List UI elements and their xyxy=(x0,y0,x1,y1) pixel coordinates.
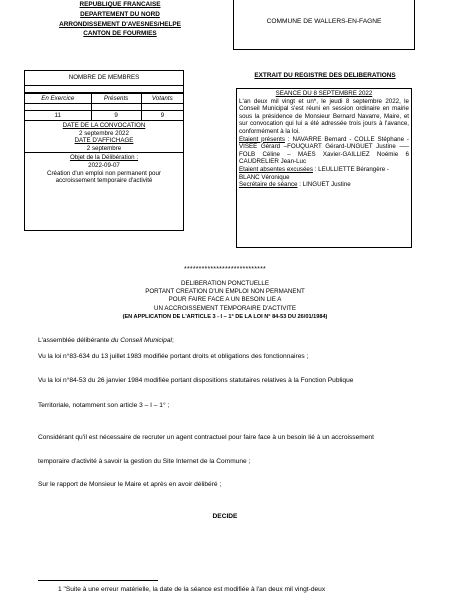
header-republique: REPUBLIQUE FRANCAISE xyxy=(79,1,161,8)
stars-separator: **************************** xyxy=(184,266,266,273)
seance-box xyxy=(236,88,412,248)
deliberation-line-2: PORTANT CREATION D'UN EMPLOI NON PERMANENT xyxy=(145,288,305,296)
members-table xyxy=(25,93,183,121)
deliberation-line-4: UN ACCROISSEMENT TEMPORAIRE D'ACTIVITE xyxy=(154,304,296,312)
seance-text: L'an deux mil vingt et un*, le jeudi 8 septembre 2022, le Conseil Municipal s'est réuni en session ordinaire en mairie sous la présidence de Monsieur Bernard Navarre, Maire, et sur convocation qui lui a été adressée trois jours à l'avance, conformément à la loi. xyxy=(239,97,409,135)
body-p5: Sur le rapport de Monsieur le Maire et après en avoir délibéré ; xyxy=(38,481,222,488)
affichage-date: 2 septembre xyxy=(86,144,122,152)
body-p4-line2: temporaire d'activité à savoir la gestion du Site Internet de la Commune ; xyxy=(38,458,251,465)
convocation-label: DATE DE LA CONVOCATION xyxy=(62,122,146,129)
header-departement: DEPARTEMENT DU NORD xyxy=(80,10,160,18)
members-title: NOMBRE DE MEMBRES xyxy=(25,71,183,86)
presents-label: Etaient présents xyxy=(239,135,285,143)
seance-title: SEANCE DU 8 SEPTEMBRE 2022 xyxy=(275,90,373,97)
deliberation-title xyxy=(0,280,450,321)
body-p2: Vu la loi n°83-634 du 13 juillet 1983 modifiée portant droits et obligations des fonctionnaires ; xyxy=(38,353,309,360)
body-p3-line1: Vu la loi n°84-53 du 26 janvier 1984 modifiée portant dispositions statutaires relatives à la Fonction Publique xyxy=(38,377,354,384)
members-spacer xyxy=(25,86,183,93)
objet-ref: 2022-09-07 xyxy=(88,161,120,169)
decide-heading: DECIDE xyxy=(212,513,238,520)
objet-block xyxy=(25,152,183,184)
convocation-date: 2 septembre 2022 xyxy=(79,129,129,137)
members-header-exercice: En Exercice xyxy=(25,94,91,104)
body-p1 xyxy=(38,337,428,345)
deliberation-line-3: POUR FAIRE FACE A UN BESOIN LIE A xyxy=(168,296,282,304)
objet-label: Objet de la Délibération : xyxy=(69,154,139,162)
header-left xyxy=(15,0,225,39)
affichage-label: DATE D'AFFICHAGE xyxy=(74,137,134,145)
members-value-presents: 9 xyxy=(91,111,141,121)
deliberation-line-1: DELIBERATION PONCTUELLE xyxy=(181,280,269,287)
header-canton: CANTON DE FOURMIES xyxy=(83,30,157,38)
convocation-block xyxy=(25,121,183,152)
body-p1-italic: du Conseil Municipal xyxy=(111,337,172,344)
members-value-votants: 9 xyxy=(141,111,183,121)
members-value-exercice: 11 xyxy=(25,111,91,121)
body-p1-suffix: ; xyxy=(171,337,174,344)
members-header-row xyxy=(25,94,183,104)
excuses-paragraph xyxy=(239,166,409,181)
commune-name: COMMUNE DE WALLERS-EN-FAGNE xyxy=(266,18,382,25)
members-values-row xyxy=(25,111,183,121)
body-p4-line1: Considérant qu'il est nécessaire de recruter un agent contractuel pour faire face à un besoin lié à un accroissement xyxy=(38,434,374,441)
presents-paragraph xyxy=(239,136,409,166)
secretaire-text: : LINGUET Justine xyxy=(297,181,351,189)
header-arrondissement: ARRONDISSEMENT D'AVESNES/HELPE xyxy=(59,20,181,28)
members-header-votants: Votants xyxy=(141,94,183,104)
excuses-text: : LEULLIETTE Bérangère - BLANC Véronique xyxy=(239,165,389,181)
presents-text: : NAVARRE Bernard - COLLE Stéphane - VISEE Gérard –FOUQUART Gérard-UNGUET Justine —– FOLB Céline – MAES Xavier-GAILLIEZ Noémie 6 CAUDRELIER Jean-Luc xyxy=(239,135,409,166)
members-spacer-row xyxy=(25,104,183,111)
secretaire-paragraph xyxy=(239,181,409,189)
extrait-title: EXTRAIT DU REGISTRE DES DELIBERATIONS xyxy=(254,72,396,79)
footnote-rule xyxy=(38,580,158,581)
secretaire-label: Secrétaire de séance xyxy=(239,181,298,189)
excuses-label: Etaient absentes excusées xyxy=(239,165,313,173)
commune-box xyxy=(233,0,415,50)
body-p1-prefix: L'assemblée délibérante xyxy=(38,337,112,344)
deliberation-line-5: (EN APPLICATION DE L'ARTICLE 3 - I – 1° DE LA LOI N° 84-53 DU 26/01/1984) xyxy=(122,313,328,320)
footnote: 1 "Suite à une erreur matérielle, la date de la séance est modifiée à l'an deux mil vingt-deux xyxy=(58,586,326,593)
objet-text: Création d'un emploi non permanent pour accroissement temporaire d'activité xyxy=(46,169,161,185)
members-box xyxy=(24,70,184,231)
members-header-presents: Présents xyxy=(91,94,141,104)
body-p3-line2: Territoriale, notamment son article 3 – I – 1° ; xyxy=(38,402,170,409)
